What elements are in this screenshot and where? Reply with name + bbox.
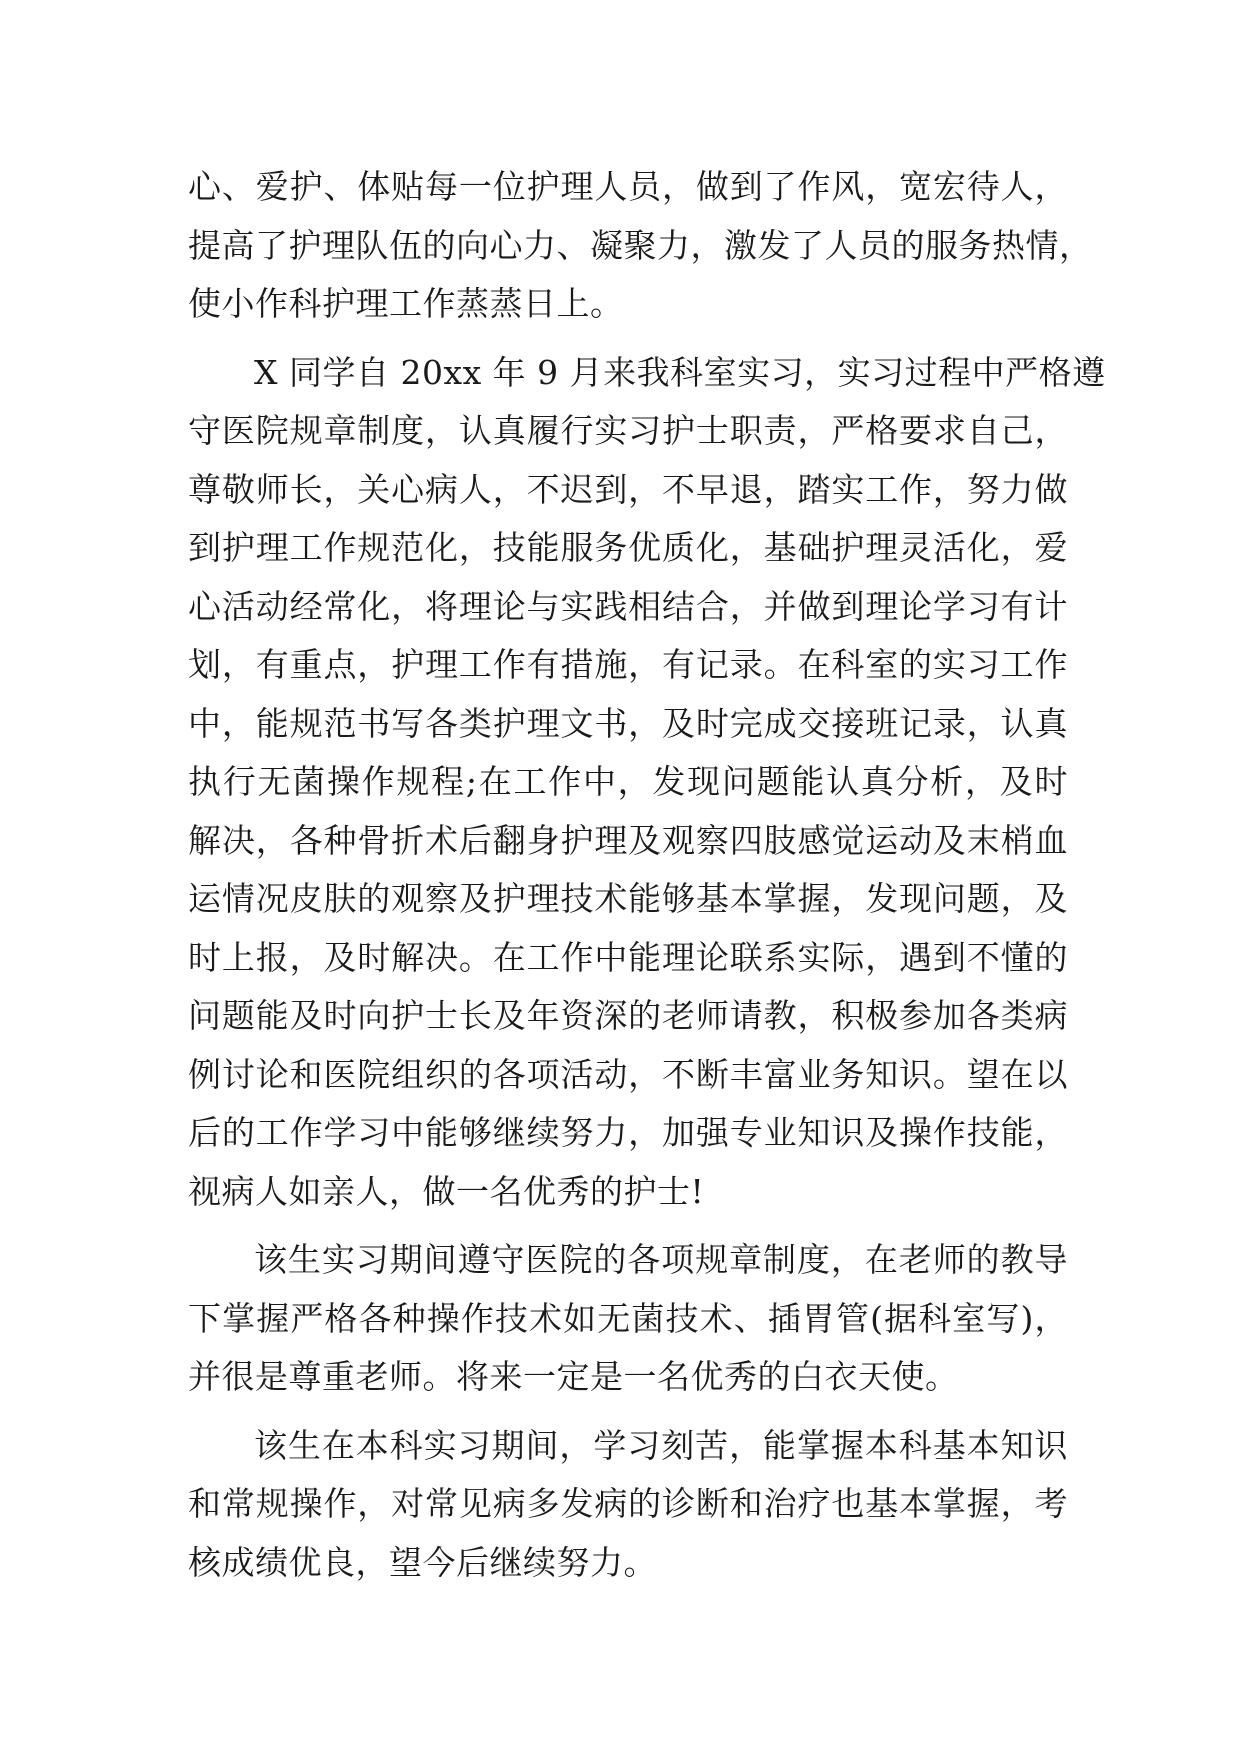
text-line: 中，能规范书写各类护理文书，及时完成交接班记录，认真	[188, 703, 1068, 743]
text-line: 该生在本科实习期间，学习刻苦，能掌握本科基本知识	[254, 1425, 1068, 1465]
text-line: 和常规操作，对常见病多发病的诊断和治疗也基本掌握，考	[188, 1484, 1068, 1523]
text-line: 视病人如亲人，做一名优秀的护士!	[188, 1171, 705, 1211]
paragraph-3	[188, 1231, 1068, 1407]
text-line: 提高了护理队伍的向心力、凝聚力，激发了人员的服务热情，	[188, 225, 1093, 265]
text-line: 例讨论和医院组织的各项活动，不断丰富业务知识。望在以	[188, 1054, 1068, 1094]
text-line: 问题能及时向护士长及年资深的老师请教，积极参加各类病	[188, 996, 1068, 1035]
text-line: X 同学自 20xx 年 9 月来我科室实习，实习过程中严格遵	[254, 352, 1106, 392]
text-line: 并很是尊重老师。将来一定是一名优秀的白衣天使。	[188, 1357, 959, 1396]
text-line: 该生实习期间遵守医院的各项规章制度，在老师的教导	[254, 1240, 1068, 1279]
paragraph-2	[188, 344, 1106, 1222]
paragraph-1	[188, 158, 1093, 334]
text-line: 尊敬师长，关心病人，不迟到，不早退，踏实工作，努力做	[188, 469, 1068, 509]
text-line: 下掌握严格各种操作技术如无菌技术、插胃管(据科室写)，	[188, 1298, 1068, 1338]
paragraph-4	[188, 1417, 1068, 1593]
document-body	[188, 158, 1106, 1592]
text-line: 执行无菌操作规程;在工作中，发现问题能认真分析，及时	[188, 762, 1068, 801]
text-line: 使小作科护理工作蒸蒸日上。	[188, 284, 624, 323]
text-line: 心活动经常化，将理论与实践相结合，并做到理论学习有计	[188, 586, 1068, 626]
text-line: 解决，各种骨折术后翻身护理及观察四肢感觉运动及末梢血	[188, 820, 1068, 860]
text-line: 运情况皮肤的观察及护理技术能够基本掌握，发现问题，及	[188, 879, 1068, 918]
text-line: 时上报，及时解决。在工作中能理论联系实际，遇到不懂的	[188, 937, 1068, 977]
text-line: 守医院规章制度，认真履行实习护士职责，严格要求自己，	[188, 411, 1068, 450]
text-line: 心、爱护、体贴每一位护理人员，做到了作风，宽宏待人，	[188, 167, 1068, 206]
text-line: 到护理工作规范化，技能服务优质化，基础护理灵活化，爱	[188, 528, 1068, 567]
text-line: 划，有重点，护理工作有措施，有记录。在科室的实习工作	[188, 645, 1068, 684]
text-line: 核成绩优良，望今后继续努力。	[188, 1542, 657, 1582]
text-line: 后的工作学习中能够继续努力，加强专业知识及操作技能，	[188, 1113, 1068, 1152]
